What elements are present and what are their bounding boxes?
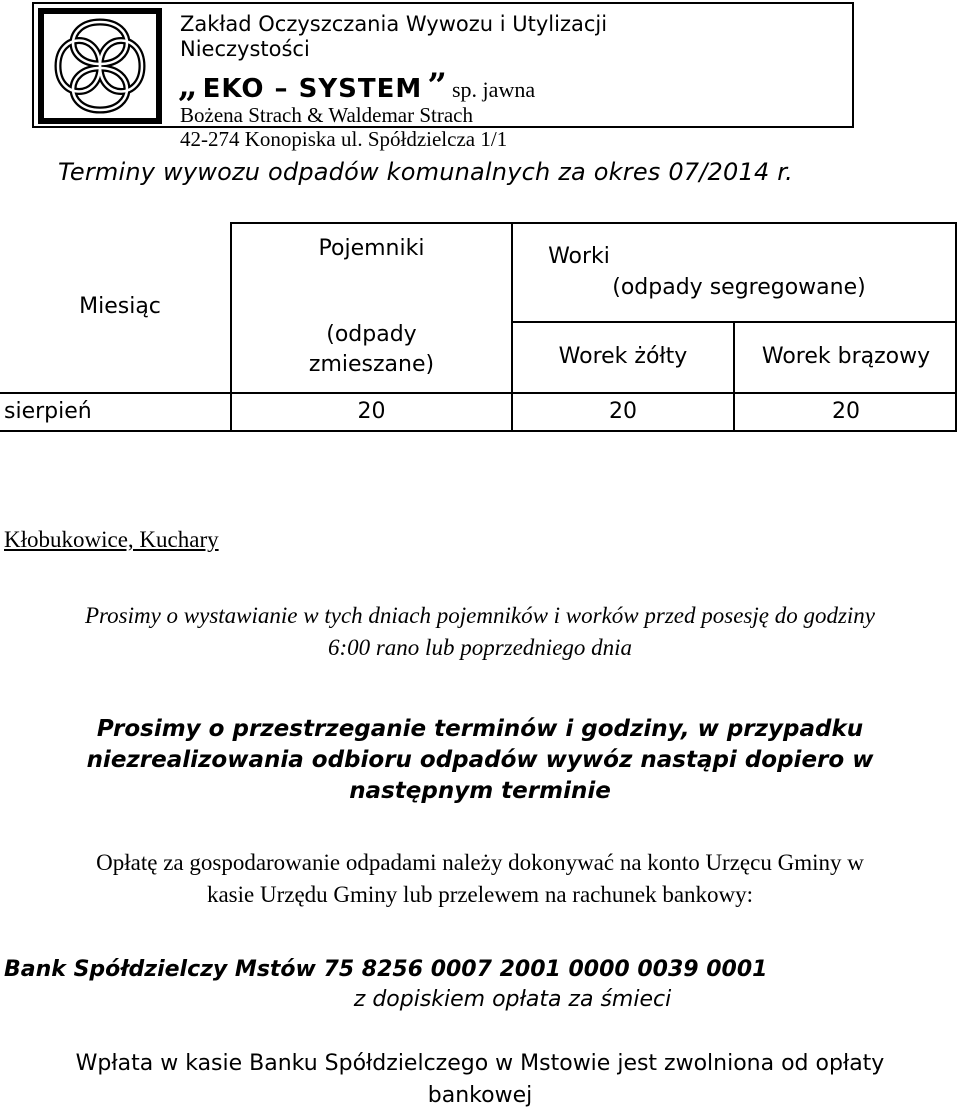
placement-notice xyxy=(0,600,960,664)
row-month: sierpień xyxy=(4,399,92,424)
header-bags-sub: (odpady segregowane) xyxy=(612,275,866,300)
brand-close-quote: ” xyxy=(427,66,447,106)
header-yellow-bag: Worek żółty xyxy=(558,344,688,369)
company-owners: Bożena Strach & Waldemar Strach xyxy=(180,103,473,127)
row-containers-day: 20 xyxy=(357,399,386,424)
header-containers-sub2: zmieszane) xyxy=(308,352,435,377)
table-border-bottom xyxy=(0,430,957,432)
company-name-line1: Zakład Oczyszczania Wywozu i Utylizacji xyxy=(180,12,608,36)
brand-suffix: sp. jawna xyxy=(452,77,536,102)
fee-exemption-note xyxy=(0,1048,960,1112)
table-border-header-bottom xyxy=(0,392,957,394)
fee-exemption-line2: bankowej xyxy=(427,1083,533,1108)
brand-name: EKO – SYSTEM xyxy=(202,74,423,104)
payment-info xyxy=(0,847,960,911)
bank-account: Bank Spółdzielczy Mstów 75 8256 0007 2001 0000 0039 0001 xyxy=(4,957,768,982)
placement-notice-line2: 6:00 rano lub poprzedniego dnia xyxy=(327,635,633,660)
header-containers-sub1: (odpady xyxy=(326,322,417,347)
terms-notice-line3: następnym terminie xyxy=(349,778,611,804)
fee-exemption-line1: Wpłata w kasie Banku Spółdzielczego w Mstowie jest zwolniona od opłaty xyxy=(75,1051,885,1076)
row-yellow-day: 20 xyxy=(609,399,637,424)
brand-open-quote: „ xyxy=(178,66,198,106)
header-bags: Worki xyxy=(548,244,610,269)
bank-transfer-note: z dopiskiem opłata za śmieci xyxy=(353,987,672,1012)
header-containers: Pojemniki xyxy=(318,236,425,261)
row-brown-day: 20 xyxy=(832,399,860,424)
payment-info-line2: kasie Urzędu Gminy lub przelewem na rachunek bankowy: xyxy=(206,882,754,907)
payment-info-line1: Opłatę za gospodarowanie odpadami należy dokonywać na konto Urzęcu Gminy w xyxy=(96,850,864,875)
page-title: Terminy wywozu odpadów komunalnych za okres 07/2014 r. xyxy=(58,158,793,186)
header-month: Miesiąc xyxy=(79,294,161,319)
brand-line xyxy=(178,66,535,106)
terms-notice xyxy=(0,714,960,807)
location: Kłobukowice, Kuchary xyxy=(4,527,219,552)
company-name-line2: Nieczystości xyxy=(180,37,310,61)
table-border-top xyxy=(230,222,957,224)
company-address: 42-274 Konopiska ul. Spółdzielcza 1/1 xyxy=(180,127,508,151)
header-brown-bag: Worek brązowy xyxy=(761,344,931,369)
placement-notice-line1: Prosimy o wystawianie w tych dniach pojemników i worków przed posesję do godziny xyxy=(84,603,876,628)
celtic-knot-logo-icon xyxy=(38,8,162,124)
terms-notice-line2: niezrealizowania odbioru odpadów wywóz nastąpi dopiero w xyxy=(86,747,874,773)
terms-notice-line1: Prosimy o przestrzeganie terminów i godziny, w przypadku xyxy=(96,716,864,742)
